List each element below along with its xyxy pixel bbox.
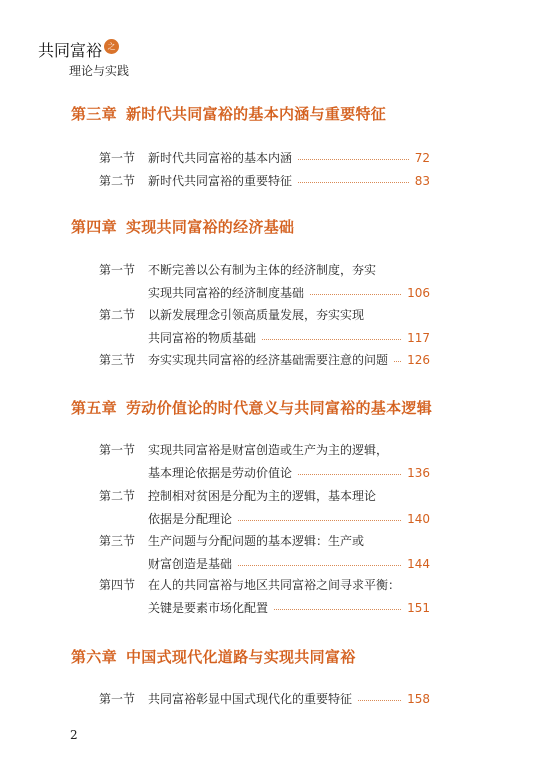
section-label: 第二节	[99, 489, 136, 503]
section-title: 实现共同富裕是财富创造或生产为主的逻辑，	[148, 443, 389, 457]
dot-leader	[298, 182, 409, 183]
section-label: 第四节	[99, 578, 136, 592]
chapter-number: 第六章	[71, 648, 117, 666]
section-title-cont: 基本理论依据是劳动价值论	[148, 466, 293, 480]
section-label: 第二节	[99, 308, 136, 322]
chapter-number: 第三章	[71, 105, 117, 123]
section-label: 第三节	[99, 534, 136, 548]
dot-leader	[262, 339, 401, 340]
dot-leader	[274, 609, 401, 610]
chapter-number: 第四章	[71, 218, 117, 236]
section-title: 控制相对贫困是分配为主的逻辑，基本理论	[148, 489, 377, 503]
dot-leader	[298, 159, 409, 160]
toc-entry[interactable]	[99, 573, 430, 619]
chapter-title: 中国式现代化道路与实现共同富裕	[126, 648, 356, 666]
section-title: 夯实实现共同富裕的经济基础需要注意的问题	[148, 353, 389, 367]
toc-entry[interactable]	[99, 258, 430, 304]
section-label: 第一节	[99, 443, 136, 457]
section-title-cont: 共同富裕的物质基础	[148, 331, 257, 345]
chapter-number: 第五章	[71, 399, 117, 417]
section-title-cont: 依据是分配理论	[148, 512, 233, 526]
dot-leader	[238, 520, 401, 521]
section-title: 新时代共同富裕的基本内涵	[148, 151, 293, 165]
book-title-text: 共同富裕	[38, 41, 103, 60]
page-ref: 72	[414, 150, 430, 165]
section-title-cont: 财富创造是基础	[148, 557, 233, 571]
section-label: 第一节	[99, 151, 136, 165]
section-title-cont: 实现共同富裕的经济制度基础	[148, 286, 305, 300]
dot-leader	[394, 361, 401, 362]
chapter-title: 新时代共同富裕的基本内涵与重要特征	[126, 105, 387, 123]
section-title: 在人的共同富裕与地区共同富裕之间寻求平衡：	[148, 578, 401, 592]
chapter-heading	[71, 216, 294, 237]
book-title-badge: 之路	[104, 39, 119, 54]
page-ref: 158	[407, 691, 430, 706]
page-ref: 126	[407, 352, 430, 367]
toc-entry[interactable]	[99, 484, 430, 530]
dot-leader	[358, 700, 401, 701]
toc-entry[interactable]	[99, 303, 430, 349]
page-ref: 136	[407, 465, 430, 480]
toc-entry[interactable]	[99, 348, 430, 371]
page-number: 2	[70, 728, 78, 742]
toc-entry[interactable]	[99, 146, 430, 169]
dot-leader	[298, 474, 401, 475]
chapter-heading	[71, 646, 356, 667]
section-title: 不断完善以公有制为主体的经济制度，夯实	[148, 263, 377, 277]
section-label: 第一节	[99, 692, 136, 706]
section-title: 共同富裕彰显中国式现代化的重要特征	[148, 692, 353, 706]
toc-entry[interactable]	[99, 687, 430, 710]
chapter-title: 劳动价值论的时代意义与共同富裕的基本逻辑	[126, 399, 433, 417]
page-ref: 106	[407, 285, 430, 300]
book-subtitle: 理论与实践	[69, 64, 130, 78]
section-label: 第二节	[99, 174, 136, 188]
toc-entry[interactable]	[99, 438, 430, 484]
dot-leader	[238, 565, 401, 566]
page-ref: 151	[407, 600, 430, 615]
page-ref: 140	[407, 511, 430, 526]
section-label: 第三节	[99, 353, 136, 367]
chapter-title: 实现共同富裕的经济基础	[126, 218, 295, 236]
page-ref: 83	[414, 173, 430, 188]
page-ref: 144	[407, 556, 430, 571]
toc-entry[interactable]	[99, 529, 430, 575]
page-ref: 117	[407, 330, 430, 345]
chapter-heading	[71, 103, 386, 124]
chapter-heading	[71, 397, 432, 418]
dot-leader	[310, 294, 401, 295]
section-title: 生产问题与分配问题的基本逻辑：生产或	[148, 534, 365, 548]
section-title: 新时代共同富裕的重要特征	[148, 174, 293, 188]
section-title: 以新发展理念引领高质量发展，夯实实现	[148, 308, 365, 322]
section-label: 第一节	[99, 263, 136, 277]
toc-entry[interactable]	[99, 169, 430, 192]
book-title	[38, 38, 119, 66]
section-title-cont: 关键是要素市场化配置	[148, 601, 269, 615]
